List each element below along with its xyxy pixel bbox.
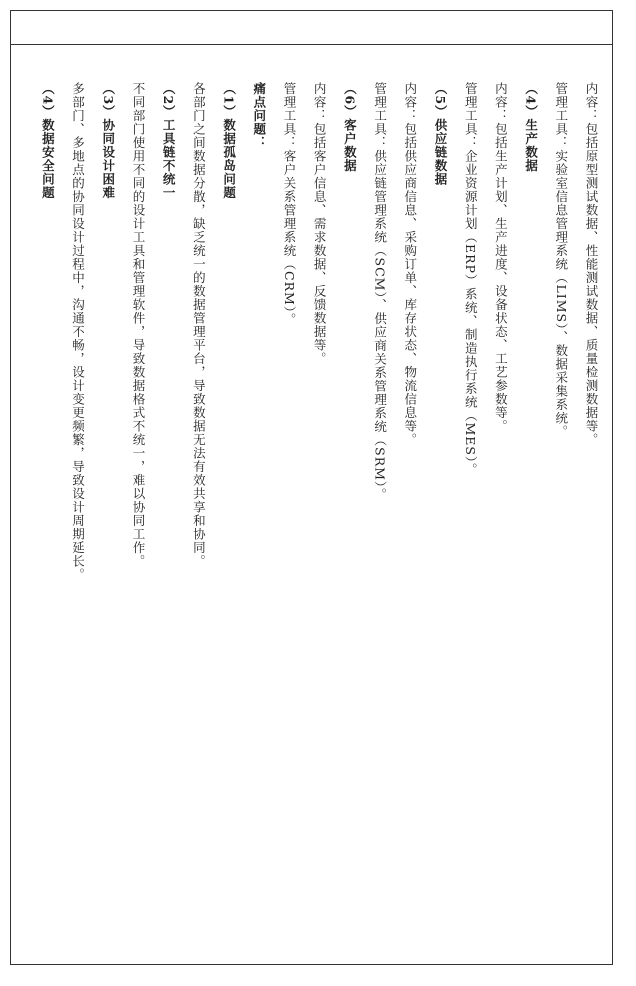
text-line: 管理工具：企业资源计划（ERP）系统、制造执行系统（MES）。	[463, 82, 479, 477]
text-line: 不同部门使用不同的设计工具和管理软件，导致数据格式不统一，难以协同工作。	[130, 82, 146, 568]
section-heading: （3）协同设计困难	[100, 82, 116, 200]
section-heading: （4）数据安全问题	[40, 82, 56, 200]
pain-points-heading: 痛点问题：	[251, 82, 267, 150]
section-heading: （1）数据孤岛问题	[221, 82, 237, 200]
text-line: 多部门、多地点的协同设计过程中，沟通不畅，设计变更频繁，导致设计周期延长。	[70, 82, 86, 582]
text-line: 管理工具：客户关系管理系统（CRM）。	[281, 82, 297, 327]
text-line: 内容：包括客户信息、需求数据、反馈数据等。	[312, 82, 328, 366]
text-line: 各部门之间数据分散，缺乏统一的数据管理平台，导致数据无法有效共享和协同。	[191, 82, 207, 568]
section-heading: （5）供应链数据	[432, 82, 448, 187]
section-heading: （4）生产数据	[523, 82, 539, 173]
section-heading: （2）工具链不统一	[161, 82, 177, 200]
text-line: 管理工具：供应链管理系统（SCM）、供应商关系管理系统（SRM）。	[372, 82, 388, 502]
section-heading: （6）客户数据	[342, 82, 358, 173]
text-line: 管理工具：实验室信息管理系统（LIMS）、数据采集系统。	[553, 82, 569, 439]
document-body	[12, 82, 606, 952]
text-line: 内容：包括原型测试数据、性能测试数据、质量检测数据等。	[584, 82, 599, 447]
header-divider	[10, 44, 613, 45]
text-line: 内容：包括供应商信息、采购订单、库存状态、物流信息等。	[402, 82, 418, 447]
text-line: 内容：包括生产计划、生产进度、设备状态、工艺参数等。	[493, 82, 509, 433]
